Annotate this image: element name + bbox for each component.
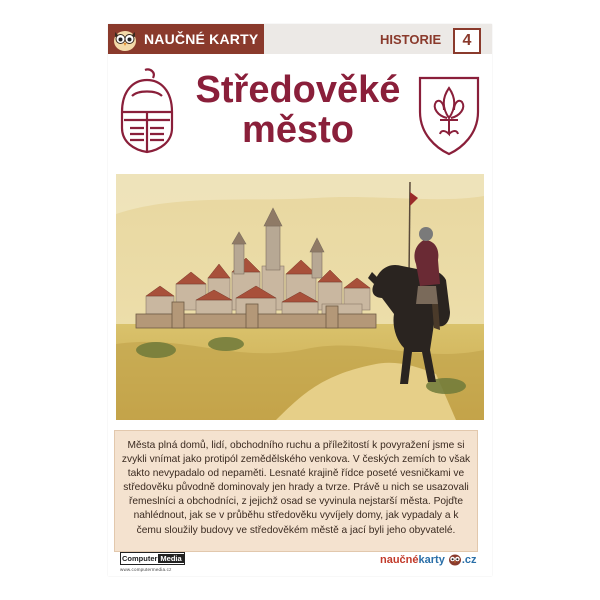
owl-icon [112, 26, 138, 52]
title-line-2: město [242, 109, 354, 151]
medieval-town-illustration [116, 174, 484, 420]
brand-box [108, 24, 264, 54]
publisher-name-part1: Computer [122, 554, 158, 563]
card-title [178, 70, 418, 150]
owl-icon [448, 552, 462, 566]
knight-helmet-icon [112, 66, 182, 156]
fleur-de-lis-shield-icon [416, 72, 482, 156]
site-name-part2: karty [418, 554, 445, 566]
site-name-part1: naučné [380, 554, 419, 566]
category-label: HISTORIE [380, 32, 442, 47]
publisher-name-part2: Media [160, 554, 182, 563]
site-logo [380, 552, 477, 566]
title-line-1: Středověké [195, 69, 401, 111]
flash-card [108, 24, 492, 576]
publisher-logo-box [120, 552, 185, 565]
description-box [114, 430, 478, 552]
publisher-logo [120, 548, 185, 572]
brand-label: NAUČNÉ KARTY [144, 31, 259, 47]
card-number: 4 [453, 28, 481, 54]
header-bar [108, 24, 492, 54]
description-text: Města plná domů, lidí, obchodního ruchu a příležitostí k povyražení jsme si zvykli vnímat jako protipól zemědělského venkova. V českých zemích to však takto nevypadalo od nepaměti. Lesnaté krajině řídce poseté vesničkami ve středověku původně dominovaly jen hrady a tvrze. Právě u nich se usazovali řemeslníci a obchodníci, z jejichž osad se vyvinula nejstarší města. Pojďte nahlédnout, jak se v průběhu středověku vyvíjely domy, jak vypadaly a k čemu sloužily budovy ve středověkém městě a jací byli jeho obyvatelé. [121, 440, 471, 536]
publisher-url: www.computermedia.cz [120, 567, 172, 572]
site-name-part3: .cz [461, 554, 477, 566]
